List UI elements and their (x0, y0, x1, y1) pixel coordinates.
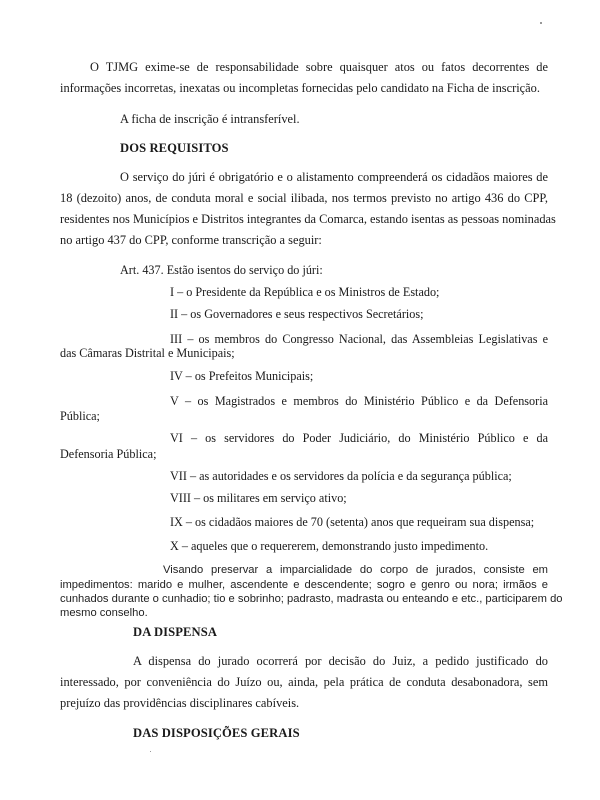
heading-dispensa: DA DISPENSA (133, 625, 218, 639)
article-item-6-line-1: VI – os servidores do Poder Judiciário, do Ministério Público e da (170, 431, 548, 445)
paragraph-impedimentos-line-4: mesmo conselho. (60, 607, 148, 619)
paragraph-tjmg-line-2: informações incorretas, inexatas ou incompletas fornecidas pelo candidato na Ficha de inscrição. (60, 81, 540, 95)
paragraph-requisitos-line-4: no artigo 437 do CPP, conforme transcrição a seguir: (60, 233, 322, 247)
scan-speck (540, 22, 542, 24)
article-item-6-line-2: Defensoria Pública; (60, 447, 157, 461)
heading-requisitos: DOS REQUISITOS (120, 141, 229, 155)
paragraph-tjmg-line-1: O TJMG exime-se de responsabilidade sobre quaisquer atos ou fatos decorrentes de (90, 60, 548, 74)
paragraph-requisitos-line-1: O serviço do júri é obrigatório e o alistamento compreenderá os cidadãos maiores de (120, 170, 548, 184)
article-item-5-line-2: Pública; (60, 409, 100, 423)
paragraph-impedimentos-line-3: cunhados durante o cunhadio; tio e sobrinho; padrasto, madrasta ou enteando e etc., participarem do (60, 593, 563, 605)
article-item-4: IV – os Prefeitos Municipais; (170, 369, 314, 383)
article-item-3-line-1: III – os membros do Congresso Nacional, das Assembleias Legislativas e (170, 332, 548, 346)
paragraph-ficha: A ficha de inscrição é intransferível. (120, 112, 300, 126)
article-item-2: II – os Governadores e seus respectivos Secretários; (170, 307, 424, 321)
paragraph-dispensa-line-1: A dispensa do jurado ocorrerá por decisão do Juiz, a pedido justificado do (133, 654, 548, 668)
article-item-7: VII – as autoridades e os servidores da polícia e da segurança pública; (170, 469, 512, 483)
article-item-5-line-1: V – os Magistrados e membros do Ministério Público e da Defensoria (170, 394, 548, 408)
paragraph-dispensa-line-2: interessado, por conveniência do Juízo ou, ainda, pela prática de conduta desabonadora, sem (60, 675, 548, 689)
scan-speck (150, 751, 151, 752)
paragraph-impedimentos-line-2: impedimentos: marido e mulher, ascendente e descendente; sogro e genro ou nora; irmãos e (60, 579, 548, 591)
article-item-8: VIII – os militares em serviço ativo; (170, 491, 347, 505)
article-item-3-line-2: das Câmaras Distrital e Municipais; (60, 346, 235, 360)
article-item-9: IX – os cidadãos maiores de 70 (setenta) anos que requeiram sua dispensa; (170, 515, 535, 529)
article-item-1: I – o Presidente da República e os Ministros de Estado; (170, 285, 440, 299)
heading-disposicoes-gerais: DAS DISPOSIÇÕES GERAIS (133, 726, 300, 740)
paragraph-impedimentos-line-1: Visando preservar a imparcialidade do corpo de jurados, consiste em (163, 564, 548, 576)
paragraph-requisitos-line-2: 18 (dezoito) anos, de conduta moral e social ilibada, nos termos previsto no artigo 436 do CPP, (60, 191, 548, 205)
paragraph-requisitos-line-3: residentes nos Municípios e Distritos integrantes da Comarca, estando isentas as pessoas nominadas (60, 212, 556, 226)
paragraph-dispensa-line-3: prejuízo das providências disciplinares cabíveis. (60, 696, 300, 710)
article-item-10: X – aqueles que o requererem, demonstrando justo impedimento. (170, 539, 489, 553)
article-437-intro: Art. 437. Estão isentos do serviço do júri: (120, 263, 323, 277)
